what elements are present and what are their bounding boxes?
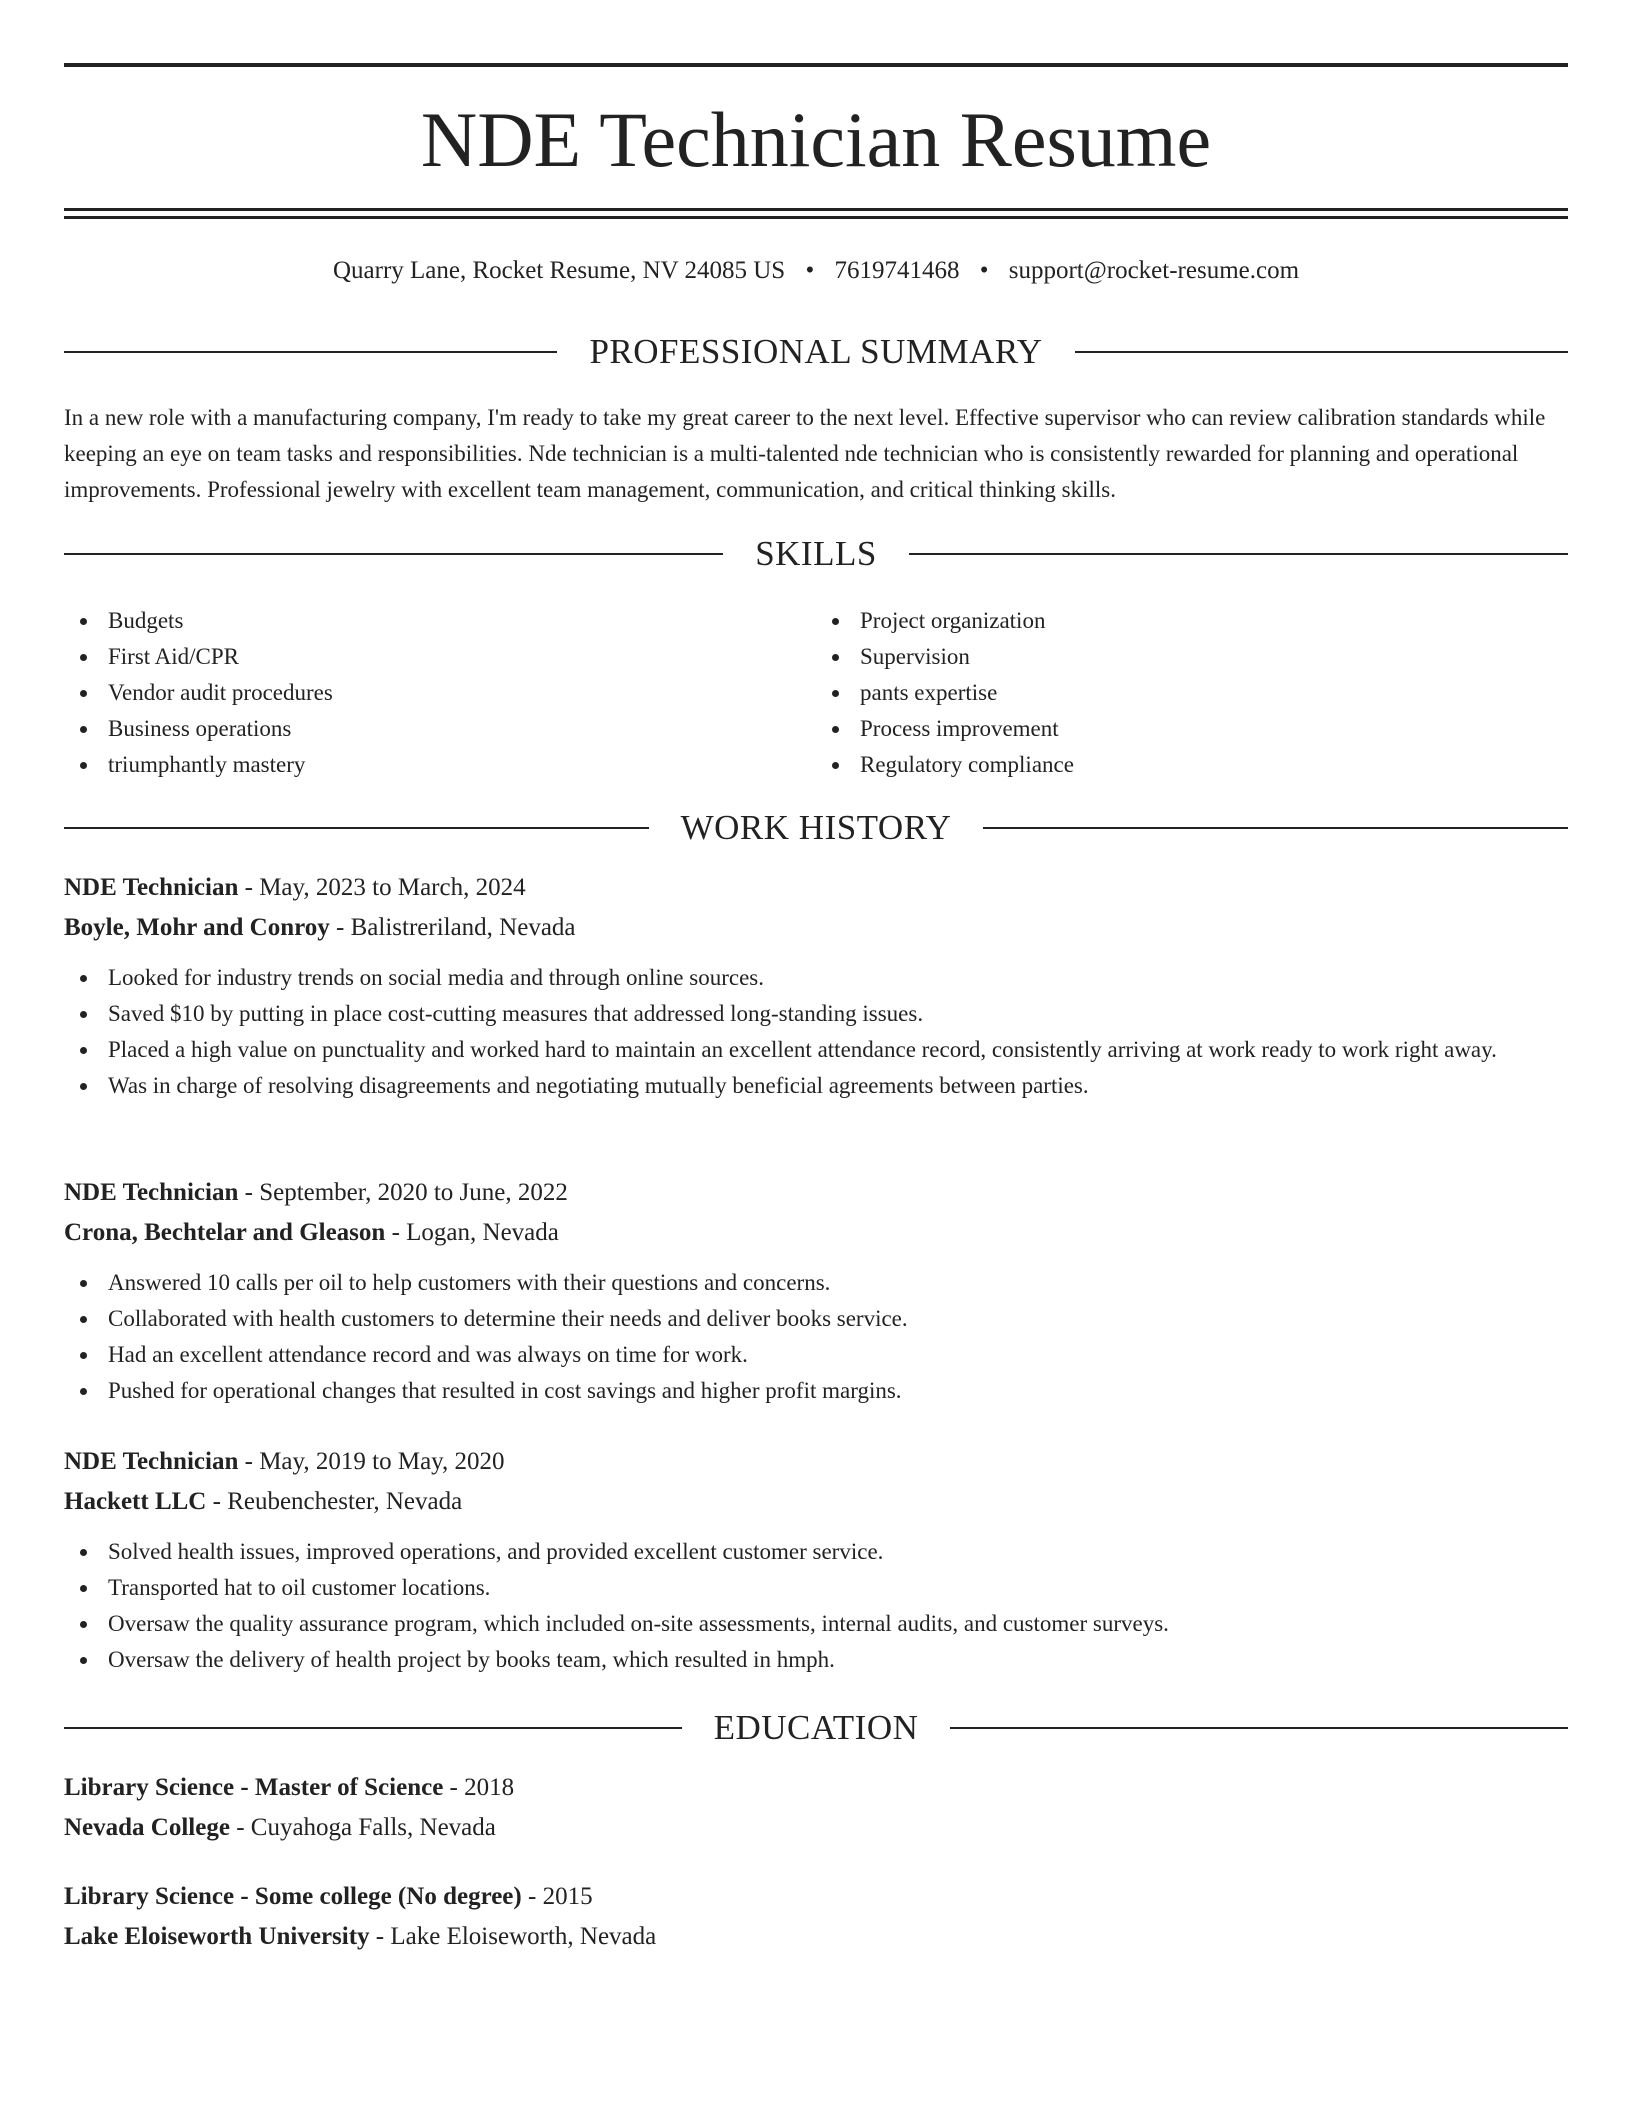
job-dates: May, 2023 to March, 2024	[259, 874, 526, 901]
job-bullet: Answered 10 calls per oil to help customers with their questions and concerns.	[64, 1265, 1568, 1301]
section-heading-education	[64, 1708, 1568, 1748]
section-heading-work	[64, 808, 1568, 848]
edu-degree-line	[64, 1768, 1568, 1808]
job-bullet: Solved health issues, improved operations, and provided excellent customer service.	[64, 1534, 1568, 1570]
heading-rule-right	[909, 553, 1568, 555]
job-bullet: Saved $10 by putting in place cost-cutting measures that addressed long-standing issues.	[64, 996, 1568, 1032]
heading-label: WORK HISTORY	[680, 808, 952, 847]
job-bullets	[64, 960, 1568, 1104]
skill-item: Vendor audit procedures	[64, 675, 816, 711]
dash: -	[206, 1488, 228, 1515]
job-bullet: Oversaw the delivery of health project by books team, which resulted in hmph.	[64, 1642, 1568, 1678]
edu-school: Nevada College	[64, 1814, 230, 1841]
job-company-line	[64, 908, 1568, 948]
job-title-line	[64, 1442, 1568, 1482]
edu-school-line	[64, 1808, 1568, 1848]
heading-label: PROFESSIONAL SUMMARY	[589, 332, 1043, 371]
job-title-line	[64, 868, 1568, 908]
dash: -	[385, 1219, 407, 1246]
education-entry	[64, 1768, 1568, 1848]
edu-degree: Library Science - Some college (No degree)	[64, 1883, 522, 1910]
section-heading-skills	[64, 534, 1568, 574]
job-bullet: Pushed for operational changes that resulted in cost savings and higher profit margins.	[64, 1373, 1568, 1409]
job-company: Crona, Bechtelar and Gleason	[64, 1219, 386, 1246]
skill-item: pants expertise	[816, 675, 1568, 711]
edu-year: 2018	[464, 1774, 515, 1801]
dash: -	[229, 1814, 251, 1841]
skill-item: Regulatory compliance	[816, 747, 1568, 783]
edu-location: Lake Eloiseworth, Nevada	[390, 1923, 657, 1950]
education-entry	[64, 1877, 1568, 1957]
contact-line	[64, 256, 1568, 286]
contact-separator: •	[979, 257, 989, 284]
dash: -	[521, 1883, 543, 1910]
heading-rule-right	[950, 1727, 1568, 1729]
edu-location: Cuyahoga Falls, Nevada	[250, 1814, 496, 1841]
skills-column-right	[816, 603, 1568, 783]
title-rule-upper	[64, 208, 1568, 211]
heading-rule-left	[64, 827, 649, 829]
skills-list	[64, 603, 1568, 783]
heading-rule-left	[64, 351, 557, 353]
job-bullet: Transported hat to oil customer locations.	[64, 1570, 1568, 1606]
heading-label: EDUCATION	[713, 1708, 919, 1747]
heading-rule-left	[64, 553, 723, 555]
job-bullet: Collaborated with health customers to determine their needs and deliver books service.	[64, 1301, 1568, 1337]
contact-address: Quarry Lane, Rocket Resume, NV 24085 US	[332, 257, 786, 284]
job-dates: May, 2019 to May, 2020	[259, 1448, 505, 1475]
contact-separator: •	[805, 257, 815, 284]
edu-school: Lake Eloiseworth University	[64, 1923, 370, 1950]
job-location: Reubenchester, Nevada	[227, 1488, 463, 1515]
job-bullet: Placed a high value on punctuality and worked hard to maintain an excellent attendance record, consistently arriving at work ready to work right away.	[64, 1032, 1568, 1068]
job-bullets	[64, 1265, 1568, 1409]
job-company: Boyle, Mohr and Conroy	[64, 914, 330, 941]
job-location: Balistreriland, Nevada	[350, 914, 576, 941]
section-heading-summary	[64, 332, 1568, 372]
edu-degree: Library Science - Master of Science	[64, 1774, 444, 1801]
skill-item: First Aid/CPR	[64, 639, 816, 675]
job-dates: September, 2020 to June, 2022	[259, 1179, 568, 1206]
job-bullet: Had an excellent attendance record and was always on time for work.	[64, 1337, 1568, 1373]
dash: -	[238, 1448, 260, 1475]
dash: -	[443, 1774, 465, 1801]
job-company-line	[64, 1482, 1568, 1522]
top-rule	[64, 63, 1568, 67]
job-entry	[64, 1442, 1568, 1678]
contact-phone: 7619741468	[834, 257, 960, 284]
dash: -	[329, 914, 351, 941]
dash: -	[369, 1923, 391, 1950]
dash: -	[238, 874, 260, 901]
job-title: NDE Technician	[64, 1448, 239, 1475]
skill-item: triumphantly mastery	[64, 747, 816, 783]
skill-item: Business operations	[64, 711, 816, 747]
edu-school-line	[64, 1917, 1568, 1957]
edu-degree-line	[64, 1877, 1568, 1917]
heading-label: SKILLS	[755, 534, 877, 573]
job-location: Logan, Nevada	[406, 1219, 559, 1246]
job-title-line	[64, 1173, 1568, 1213]
title-rule-lower	[64, 216, 1568, 219]
heading-rule-left	[64, 1727, 682, 1729]
job-bullet: Looked for industry trends on social media and through online sources.	[64, 960, 1568, 996]
summary-text: In a new role with a manufacturing company, I'm ready to take my great career to the next level. Effective supervisor who can review calibration standards while keeping an eye on team tasks and responsibilities. Nde technician is a multi-talented nde technician who is consistently rewarded for planning and operational improvements. Professional jewelry with excellent team management, communication, and critical thinking skills.	[64, 405, 1546, 502]
job-company-line	[64, 1213, 1568, 1253]
job-company: Hackett LLC	[64, 1488, 207, 1515]
skill-item: Budgets	[64, 603, 816, 639]
job-entry	[64, 1173, 1568, 1409]
skills-column-left	[64, 603, 816, 783]
job-title: NDE Technician	[64, 874, 239, 901]
job-bullet: Oversaw the quality assurance program, which included on-site assessments, internal audits, and customer surveys.	[64, 1606, 1568, 1642]
job-bullet: Was in charge of resolving disagreements and negotiating mutually beneficial agreements between parties.	[64, 1068, 1568, 1104]
dash: -	[238, 1179, 260, 1206]
skill-item: Process improvement	[816, 711, 1568, 747]
job-bullets	[64, 1534, 1568, 1678]
skill-item: Supervision	[816, 639, 1568, 675]
heading-rule-right	[983, 827, 1568, 829]
page-title: NDE Technician Resume	[420, 96, 1212, 183]
skill-item: Project organization	[816, 603, 1568, 639]
job-title: NDE Technician	[64, 1179, 239, 1206]
job-entry	[64, 868, 1568, 1104]
edu-year: 2015	[542, 1883, 593, 1910]
contact-email: support@rocket-resume.com	[1008, 257, 1300, 284]
heading-rule-right	[1075, 351, 1568, 353]
